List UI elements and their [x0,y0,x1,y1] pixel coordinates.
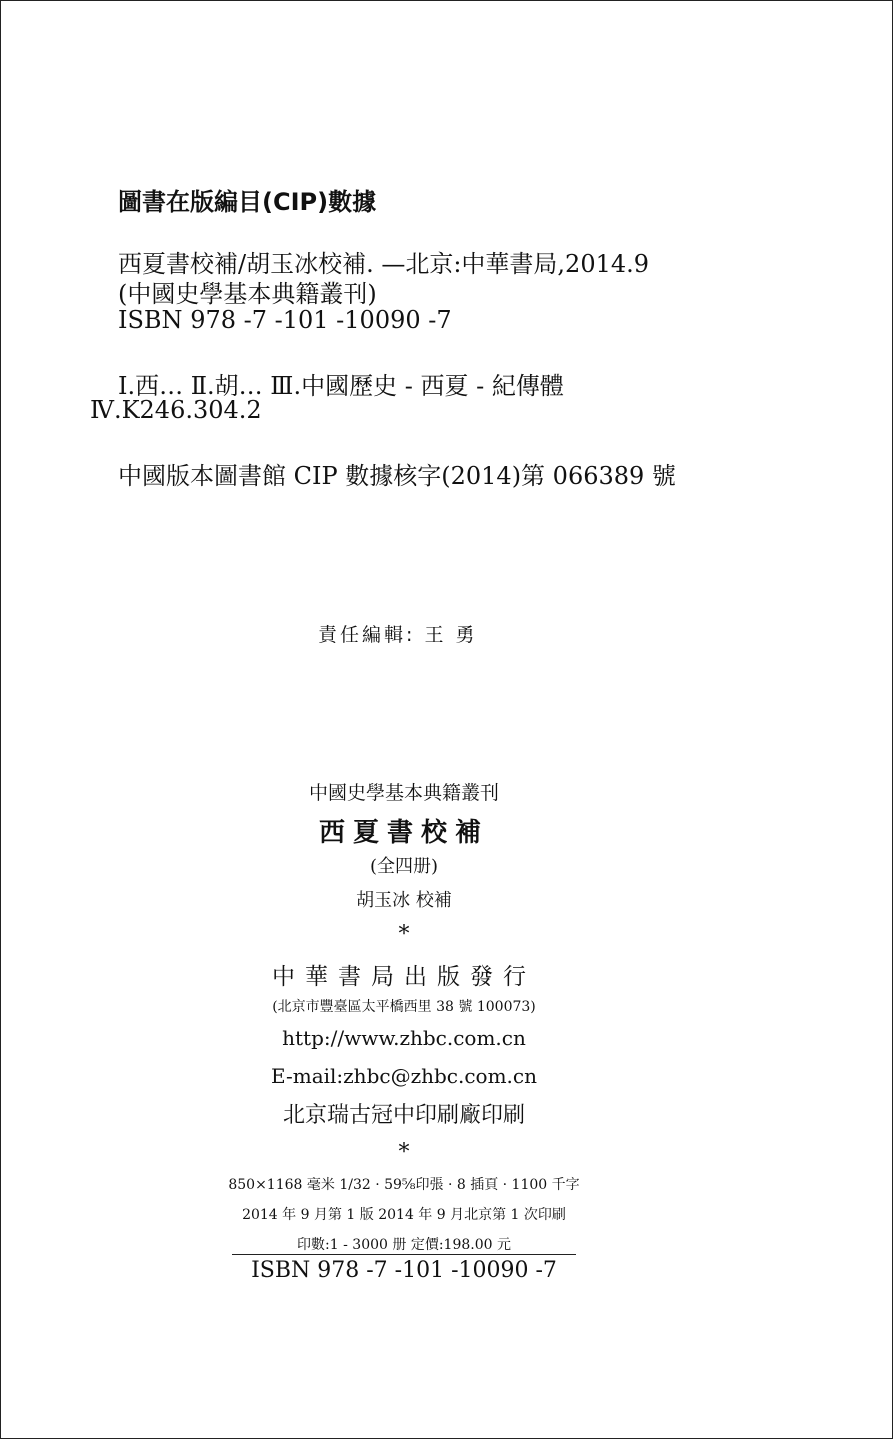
separator-star: * [398,1140,410,1165]
cip-subject-line: Ⅰ.西… Ⅱ.胡… Ⅲ.中國歷史 - 西夏 - 紀傳體 [118,372,564,400]
series-name: 中國史學基本典籍叢刊 [308,782,499,804]
printer: 北京瑞古冠中印刷廠印刷 [282,1103,525,1128]
cip-heading: 圖書在版編目(CIP)數據 [118,188,377,216]
cip-title-line: 西夏書校補/胡玉冰校補. —北京:中華書局,2014.9 [118,250,650,278]
divider-line [232,1254,576,1255]
publisher-email: E-mail:zhbc@zhbc.com.cn [271,1064,537,1088]
volume-count: (全四册) [369,856,439,877]
author: 胡玉冰 校補 [356,890,452,911]
separator-star: * [398,922,410,947]
publisher-address: (北京市豐臺區太平橋西里 38 號 100073) [272,999,536,1015]
cip-record-number: 中國版本圖書館 CIP 數據核字(2014)第 066389 號 [118,462,676,490]
responsible-editor: 責任編輯: 王 勇 [318,624,478,646]
book-title: 西夏書校補 [318,818,489,848]
isbn: ISBN 978 -7 -101 -10090 -7 [251,1258,557,1283]
format-specs: 850×1168 毫米 1/32 · 59⅝印張 · 8 插頁 · 1100 千字 [228,1177,580,1193]
publisher: 中華書局出版發行 [272,964,536,990]
edition-info: 2014 年 9 月第 1 版 2014 年 9 月北京第 1 次印刷 [242,1207,566,1223]
cip-series-line: (中國史學基本典籍叢刊) [118,280,377,308]
publisher-url: http://www.zhbc.com.cn [282,1026,526,1050]
cip-classification-line: Ⅳ.K246.304.2 [90,396,262,424]
cip-isbn-line: ISBN 978 -7 -101 -10090 -7 [118,306,452,334]
print-run-price: 印數:1 - 3000 册 定價:198.00 元 [297,1237,511,1253]
